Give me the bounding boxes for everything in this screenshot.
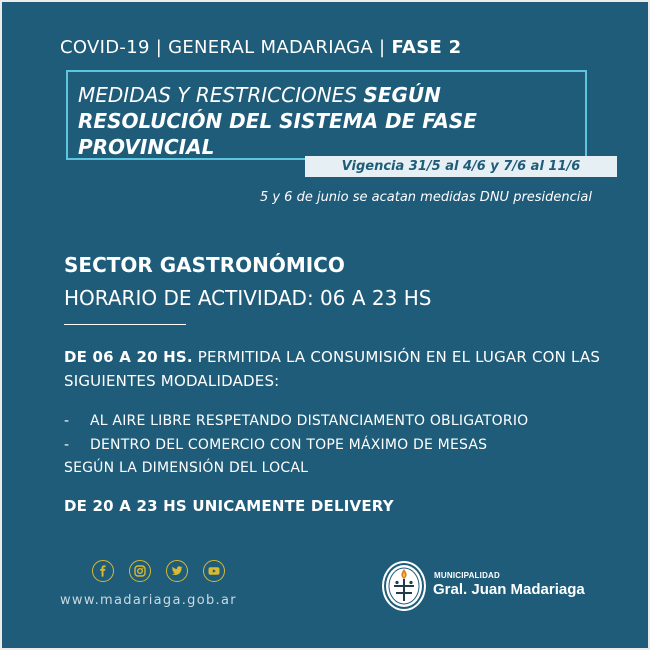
youtube-icon[interactable] xyxy=(203,560,225,582)
validity-badge: Vigencia 31/5 al 4/6 y 7/6 al 11/6 xyxy=(305,156,617,177)
delivery-rule: DE 20 A 23 HS UNICAMENTE DELIVERY xyxy=(64,497,394,515)
facebook-icon[interactable] xyxy=(92,560,114,582)
modality-item-indoor xyxy=(64,437,487,453)
modality-item-indoor-cont: SEGÚN LA DIMENSIÓN DEL LOCAL xyxy=(64,460,309,476)
youtube-glyph xyxy=(208,565,220,577)
daytime-text: PERMITIDA LA CONSUMISIÓN EN EL LUGAR CON LAS SIGUIENTES MODALIDADES: xyxy=(64,348,601,390)
daytime-rule xyxy=(64,345,624,393)
modality-item-outdoor xyxy=(64,413,528,429)
headline-line1-plain: MEDIDAS Y RESTRICCIONES xyxy=(78,83,358,107)
twitter-glyph xyxy=(171,565,183,577)
list-dash: - xyxy=(64,437,70,453)
header-title-text: COVID-19 | GENERAL MADARIAGA xyxy=(60,37,373,58)
instagram-glyph xyxy=(134,565,146,577)
instagram-icon[interactable] xyxy=(129,560,151,582)
phase-label: FASE 2 xyxy=(391,37,462,58)
headline xyxy=(78,82,598,160)
twitter-icon[interactable] xyxy=(166,560,188,582)
header-separator: | xyxy=(379,37,386,58)
headline-line3: PROVINCIAL xyxy=(78,135,215,159)
municipality-label: MUNICIPALIDAD xyxy=(434,571,501,580)
daytime-hours: DE 06 A 20 HS. xyxy=(64,348,193,366)
municipality-name: Gral. Juan Madariaga xyxy=(433,581,585,598)
municipality-seal-icon xyxy=(386,565,422,607)
header-title xyxy=(60,37,461,58)
divider xyxy=(64,324,186,325)
sector-title: SECTOR GASTRONÓMICO xyxy=(64,253,345,277)
activity-hours: HORARIO DE ACTIVIDAD: 06 A 23 HS xyxy=(64,286,432,310)
modality-text: AL AIRE LIBRE RESPETANDO DISTANCIAMENTO OBLIGATORIO xyxy=(90,413,529,429)
dnu-note: 5 y 6 de junio se acatan medidas DNU presidencial xyxy=(259,190,592,205)
headline-line1-bold: SEGÚN xyxy=(363,83,441,107)
facebook-glyph xyxy=(97,565,109,577)
website-link[interactable]: www.madariaga.gob.ar xyxy=(60,593,237,608)
list-dash: - xyxy=(64,413,70,429)
municipality-seal xyxy=(384,563,424,609)
headline-line2: RESOLUCIÓN DEL SISTEMA DE FASE xyxy=(78,109,477,133)
modality-text: DENTRO DEL COMERCIO CON TOPE MÁXIMO DE MESAS xyxy=(90,437,488,453)
